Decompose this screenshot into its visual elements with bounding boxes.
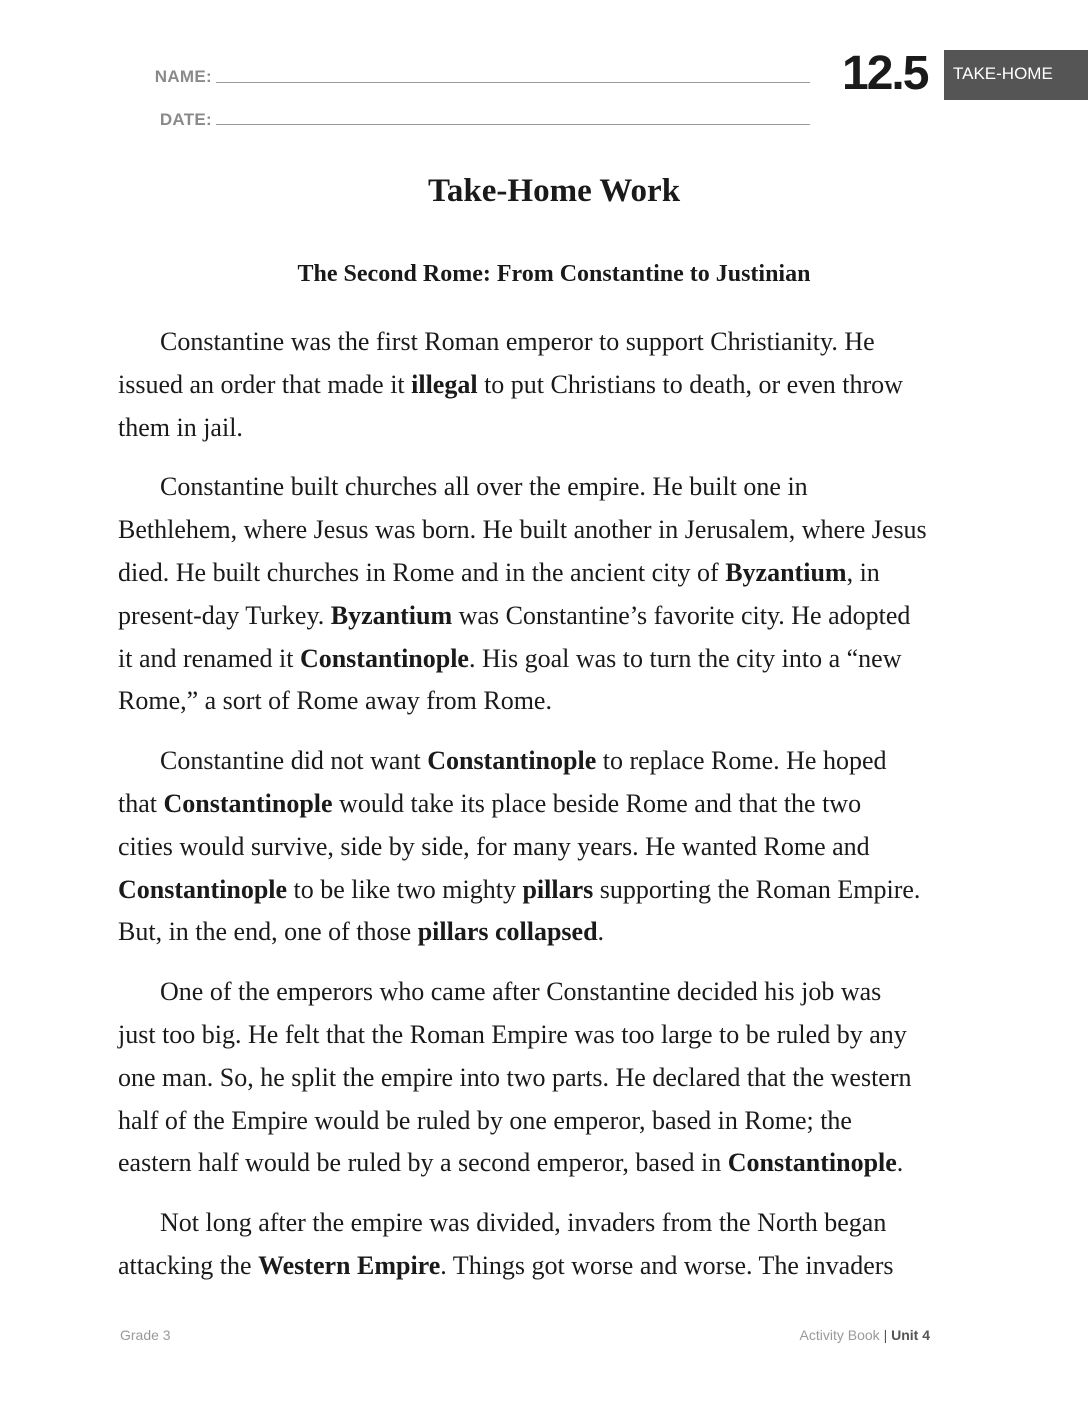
- vocabulary-word: illegal: [411, 369, 478, 399]
- page-title: Take-Home Work: [427, 173, 681, 209]
- story-body: [118, 321, 998, 1305]
- text-run: .: [896, 1148, 904, 1178]
- name-line[interactable]: [216, 82, 810, 83]
- text-run: to replace Rome. He hoped: [596, 746, 887, 776]
- text-run: them in jail.: [118, 412, 243, 442]
- text-run: one man. So, he split the empire into two parts. He declared that the western: [118, 1062, 912, 1092]
- paragraph: [118, 321, 998, 449]
- footer-separator: |: [883, 1327, 888, 1343]
- vocabulary-word: Constantinople: [163, 788, 333, 818]
- vocabulary-word: Constantinople: [427, 746, 597, 776]
- text-run: Constantine built churches all over the empire. He built one in: [160, 472, 808, 502]
- text-run: died. He built churches in Rome and in the ancient city of: [118, 557, 726, 587]
- text-run: half of the Empire would be ruled by one emperor, based in Rome; the: [118, 1105, 852, 1135]
- text-run: supporting the Roman Empire.: [593, 874, 921, 904]
- text-run: Constantine was the first Roman emperor to support Christianity. He: [160, 327, 875, 356]
- vocabulary-word: pillars: [522, 874, 594, 904]
- paragraph: [118, 1202, 998, 1288]
- name-label: NAME:: [154, 67, 212, 86]
- vocabulary-word: Byzantium: [330, 600, 453, 630]
- text-run: issued an order that made it: [118, 369, 412, 399]
- vocabulary-word: Western Empire: [258, 1250, 441, 1280]
- vocabulary-word: pillars collapsed: [417, 917, 598, 947]
- footer-book: Activity Book: [799, 1327, 880, 1343]
- text-run: . His goal was to turn the city into a “new: [468, 643, 902, 673]
- text-run: attacking the: [118, 1250, 259, 1280]
- text-run: was Constantine’s favorite city. He adopted: [452, 600, 911, 630]
- text-run: that: [118, 788, 164, 818]
- text-run: . Things got worse and worse. The invaders: [440, 1250, 894, 1280]
- vocabulary-word: Constantinople: [118, 874, 288, 904]
- vocabulary-word: Byzantium: [725, 557, 847, 587]
- text-run: to be like two mighty: [287, 874, 523, 904]
- text-run: Rome,” a sort of Rome away from Rome.: [118, 686, 552, 716]
- text-run: Bethlehem, where Jesus was born. He built another in Jerusalem, where Jesus: [118, 515, 927, 545]
- text-run: to put Christians to death, or even throw: [477, 369, 903, 399]
- footer-grade: Grade 3: [120, 1327, 171, 1343]
- date-line[interactable]: [216, 124, 810, 125]
- take-home-tag: TAKE-HOME: [944, 50, 1088, 100]
- text-run: Constantine did not want: [160, 746, 428, 776]
- text-run: it and renamed it: [118, 643, 300, 673]
- text-run: Not long after the empire was divided, invaders from the North began: [160, 1208, 887, 1238]
- vocabulary-word: Constantinople: [727, 1148, 897, 1178]
- text-run: eastern half would be ruled by a second emperor, based in: [118, 1148, 728, 1178]
- lesson-number: 12.5: [842, 47, 928, 100]
- text-run: would take its place beside Rome and that the two: [332, 788, 862, 818]
- text-run: present-day Turkey.: [118, 600, 331, 630]
- paragraph: [118, 466, 998, 723]
- vocabulary-word: Constantinople: [299, 643, 469, 673]
- text-run: But, in the end, one of those: [118, 917, 418, 947]
- story-title: The Second Rome: From Constantine to Justinian: [297, 261, 811, 287]
- paragraph: [118, 740, 998, 954]
- text-run: , in: [846, 557, 880, 587]
- text-run: just too big. He felt that the Roman Empire was too large to be ruled by any: [118, 1019, 907, 1049]
- footer-book-info: [800, 1327, 930, 1343]
- date-label: DATE:: [159, 110, 212, 129]
- footer-unit: Unit 4: [891, 1327, 930, 1343]
- text-run: .: [597, 917, 605, 947]
- text-run: One of the emperors who came after Constantine decided his job was: [160, 977, 882, 1007]
- paragraph: [118, 971, 998, 1185]
- text-run: cities would survive, side by side, for many years. He wanted Rome and: [118, 831, 870, 861]
